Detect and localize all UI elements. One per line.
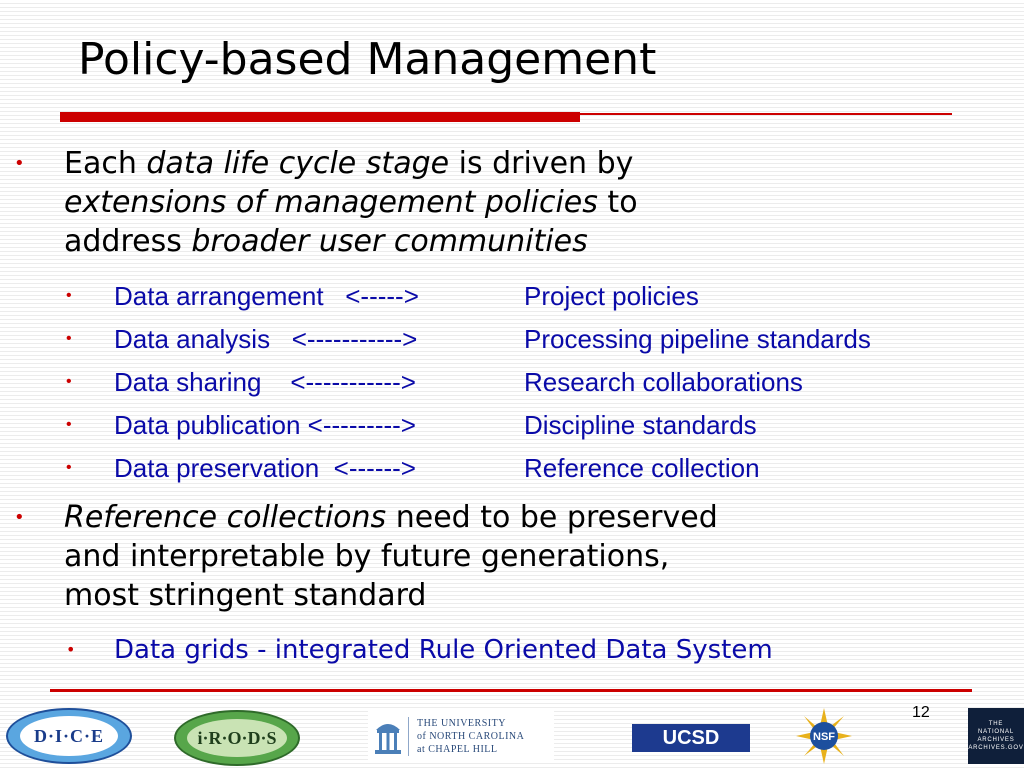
mapping-stage: Data preservation <------> [114,453,416,483]
irods-logo [174,710,300,766]
svg-text:NSF: NSF [813,731,835,743]
bullet-reference-line-2: and interpretable by future generations, [64,539,670,574]
mapping-stage: Data analysis <-----------> [114,324,418,354]
bullet-dot: • [14,507,25,528]
footer-divider [50,689,972,692]
ucsd-logo [632,724,750,752]
irods-logo-text: i·R·O·D·S [187,719,287,757]
mapping-policy: Project policies [524,281,699,311]
mapping-stage: Data arrangement <-----> [114,281,419,311]
ucsd-logo-text: UCSD [662,726,720,749]
mapping-policy: Processing pipeline standards [524,324,871,354]
dice-logo [6,708,132,764]
mapping-policy: Reference collection [524,453,760,483]
unc-logo-text: THE UNIVERSITY of NORTH CAROLINA at CHAPEL HILL [408,717,524,756]
bullet-reference-line-1: Reference collections need to be preserved [64,500,718,535]
bullet-reference-collections [14,498,1004,615]
mapping-policy: Research collaborations [524,367,803,397]
old-well-icon [368,711,408,761]
bullet-lifecycle-line-1: Each data life cycle stage is driven by [64,146,634,181]
sub-bullet-data-grids [66,634,773,666]
mapping-stage: Data publication <---------> [114,410,416,440]
bullet-lifecycle-line-3: address broader user communities [64,224,588,259]
national-archives-logo: THE NATIONAL ARCHIVES ARCHIVES.GOV [968,708,1024,764]
dice-logo-text: D·I·C·E [20,716,118,756]
nsf-logo [796,708,852,764]
title-underline-thin [580,113,952,115]
bullet-lifecycle-line-2: extensions of management policies to [64,185,638,220]
page-number: 12 [912,704,930,721]
unc-logo [368,710,554,762]
mapping-stage: Data sharing <-----------> [114,367,416,397]
sub-bullet-dot: • [66,373,72,390]
sub-bullet-dot: • [66,330,72,347]
title-underline-thick [60,112,580,122]
sub-bullet-dot: • [66,459,72,476]
sub-bullet-text: Data grids - integrated Rule Oriented Data System [114,635,773,665]
sub-bullet-dot: • [66,287,72,304]
sub-bullet-dot: • [66,640,76,659]
bullet-lifecycle [14,144,1004,261]
mapping-policy: Discipline standards [524,410,757,440]
sub-bullet-dot: • [66,416,72,433]
bullet-reference-line-3: most stringent standard [64,578,427,613]
bullet-dot: • [14,153,25,174]
slide-title: Policy-based Management [78,34,657,85]
